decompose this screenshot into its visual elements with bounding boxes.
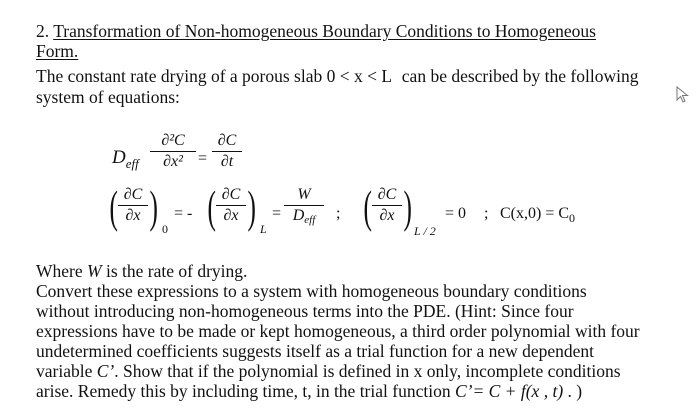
bc-sub-0: 0: [162, 222, 168, 236]
w-over-deff: W Deff: [284, 186, 324, 226]
intro-line-2: system of equations:: [36, 87, 180, 107]
paren-open-1: (: [109, 181, 118, 232]
bc-equals: =: [272, 205, 282, 222]
body-line-4: expressions have to be made or kept homogeneous, a third order polynomial with four: [36, 321, 640, 341]
body-line-5: undetermined coefficients suggests itself as a trial function for a new dependent: [36, 341, 595, 361]
bc-semicolon-1: ;: [336, 205, 341, 222]
bc-sub-L2: L / 2: [414, 224, 436, 238]
body-line-7: arise. Remedy this by including time, t, in the trial function C’= C + f(x , t) . ): [36, 381, 583, 401]
intro-line-1: The constant rate drying of a porous slab 0 < x < L can be described by the following: [36, 66, 639, 86]
paren-close-3: ): [403, 181, 412, 232]
pde-equals: =: [198, 150, 208, 167]
body-line-3: without introducing non-homogeneous terms into the PDE. (Hint: Since four: [36, 301, 574, 321]
bc-frac-L: ∂C ∂x: [216, 186, 246, 225]
paren-open-2: (: [207, 181, 216, 232]
paren-close-1: ): [149, 181, 158, 232]
problem-number: 2.: [36, 21, 50, 41]
pde-frac-left: ∂²C ∂x²: [150, 132, 196, 171]
bc-semicolon-2: ;: [484, 205, 489, 222]
paren-close-2: ): [247, 181, 256, 232]
bc-eq-minus: = -: [174, 205, 193, 222]
pde-deff: $D_{eff}$: [112, 147, 139, 171]
bc-eq-zero: = 0: [445, 205, 467, 222]
body-line-1: Where W is the rate of drying.: [36, 261, 248, 281]
initial-condition: $C(x,0) = C_0$: [500, 205, 576, 225]
problem-title: Transformation of Non-homogeneous Boundary Conditions to Homogeneous: [53, 21, 596, 41]
pde-frac-right: ∂C ∂t: [212, 132, 242, 171]
bc-frac-L2: ∂C ∂x: [372, 186, 402, 225]
problem-heading: [36, 21, 596, 41]
bc-sub-L: L: [260, 222, 267, 236]
paren-open-3: (: [363, 181, 372, 232]
problem-title-cont: Form.: [36, 41, 79, 61]
mouse-pointer-icon: [676, 86, 690, 104]
bc-frac-0: ∂C ∂x: [118, 186, 148, 225]
body-line-6: variable C’. Show that if the polynomial is defined in x only, incomplete conditions: [36, 361, 621, 381]
body-line-2: Convert these expressions to a system with homogeneous boundary conditions: [36, 281, 587, 301]
